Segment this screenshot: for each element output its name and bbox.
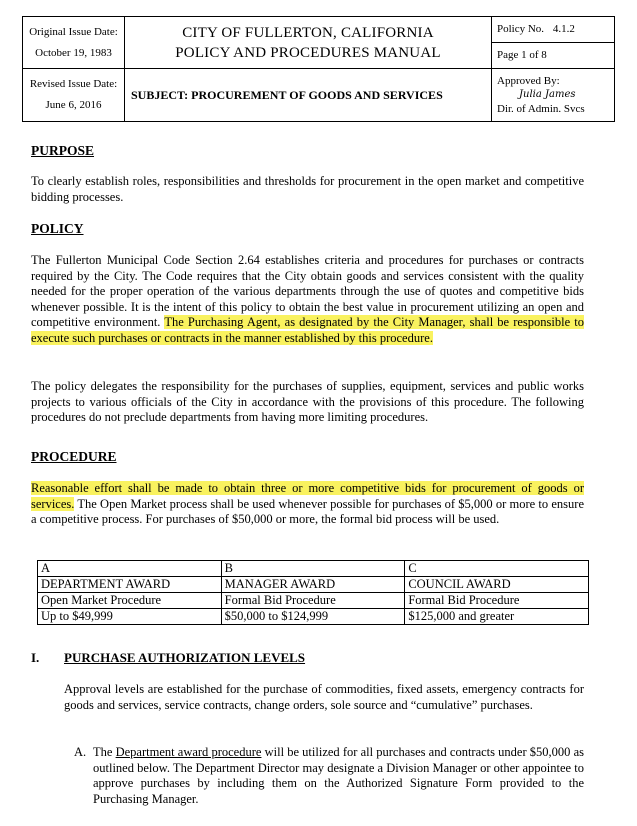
purpose-text: To clearly establish roles, responsibilities and thresholds for procurement in the open market and competitive bidding processes. [31,174,584,204]
title-line-2: POLICY AND PROCEDURES MANUAL [175,44,441,61]
title-line-1: CITY OF FULLERTON, CALIFORNIA [182,24,434,41]
original-issue-date: October 19, 1983 [35,46,112,59]
column-b-label: B [221,561,405,577]
table-row [38,609,589,625]
section-title: PURCHASE AUTHORIZATION LEVELS [64,650,306,665]
item-a-text [93,745,584,807]
document-header [22,16,615,122]
policy-p1-highlight: The Purchasing Agent, as designated by the City Manager, shall be responsible to execute such purchases or contracts in the manner established by this procedure. [31,315,584,345]
procedure-heading: PROCEDURE [31,449,117,464]
item-a-text-after: will be utilized for all purchases and contracts under $50,000 as outlined below. The Department Director may designate a Division Manager or other appointee to approve purchases by including them on the Authorized Signature Form provided to the Purchasing Manager. [93,745,584,806]
approved-by-label: Approved By: [497,75,560,87]
approval-cell [492,69,615,122]
section-number: I. [31,650,40,665]
subject-line: SUBJECT: PROCUREMENT OF GOODS AND SERVICES [125,69,492,122]
section-intro-text: Approval levels are established for the purchase of commodities, fixed assets, emergency contracts for goods and services, service contracts, change orders, sole source and “cumulative” purchases. [64,682,584,712]
column-a-label: A [38,561,222,577]
table-cell: $50,000 to $124,999 [221,609,405,625]
procedure-paragraph [31,481,584,528]
item-a-text-before: The [93,745,116,759]
table-header-row [38,561,589,577]
approver-signature: Julia James [519,89,576,100]
revised-issue-date: June 6, 2016 [45,99,102,111]
table-cell: Open Market Procedure [38,593,222,609]
award-table [37,560,589,625]
table-cell: MANAGER AWARD [221,577,405,593]
original-issue-label: Original Issue Date: [29,25,118,38]
table-row [38,593,589,609]
policy-paragraph-1 [31,253,584,346]
original-issue-cell [23,17,125,69]
policy-heading: POLICY [31,221,84,236]
table-cell: Formal Bid Procedure [221,593,405,609]
procedure-text: The Open Market process shall be used whenever possible for purchases of $5,000 or more to ensure a competitive process. For purchases of $50,000 or more, the formal bid process will be used. [31,496,584,526]
department-award-procedure-term: Department award procedure [115,745,262,759]
table-cell: $125,000 and greater [405,609,589,625]
revised-issue-cell [23,69,125,122]
approver-title: Dir. of Admin. Svcs [497,103,585,115]
table-cell: DEPARTMENT AWARD [38,577,222,593]
page-of: Page 1 of 8 [497,49,547,61]
policy-info-cell [492,17,615,69]
table-row [38,577,589,593]
policy-no-label: Policy No. [497,23,545,35]
item-a-letter: A. [74,745,87,759]
policy-no: 4.1.2 [552,23,575,35]
policy-p1-text: The Fullerton Municipal Code Section 2.64 establishes criteria and procedures for purchases or contracts required by the City. The Code requires that the City obtain goods and services consistent with the quality needed for the proper operation of the various departments through the use of quotes and competitive bids whenever possible. It is the intent of this policy to obtain the best value in procurement utilizing an open and competitive environment. [31,253,584,329]
column-c-label: C [405,561,589,577]
procedure-highlight: Reasonable effort shall be made to obtain three or more competitive bids for procurement of goods or services. [31,481,584,511]
table-cell: COUNCIL AWARD [405,577,589,593]
table-cell: Formal Bid Procedure [405,593,589,609]
purpose-heading: PURPOSE [31,143,95,158]
manual-title [125,17,492,69]
table-cell: Up to $49,999 [38,609,222,625]
policy-paragraph-2: The policy delegates the responsibility for the purchases of supplies, equipment, services and public works projects to various officials of the City in accordance with the provisions of this procedure. The following procedures do not preclude departments from having more limiting procedures. [31,379,584,424]
revised-issue-label: Revised Issue Date: [29,78,118,90]
